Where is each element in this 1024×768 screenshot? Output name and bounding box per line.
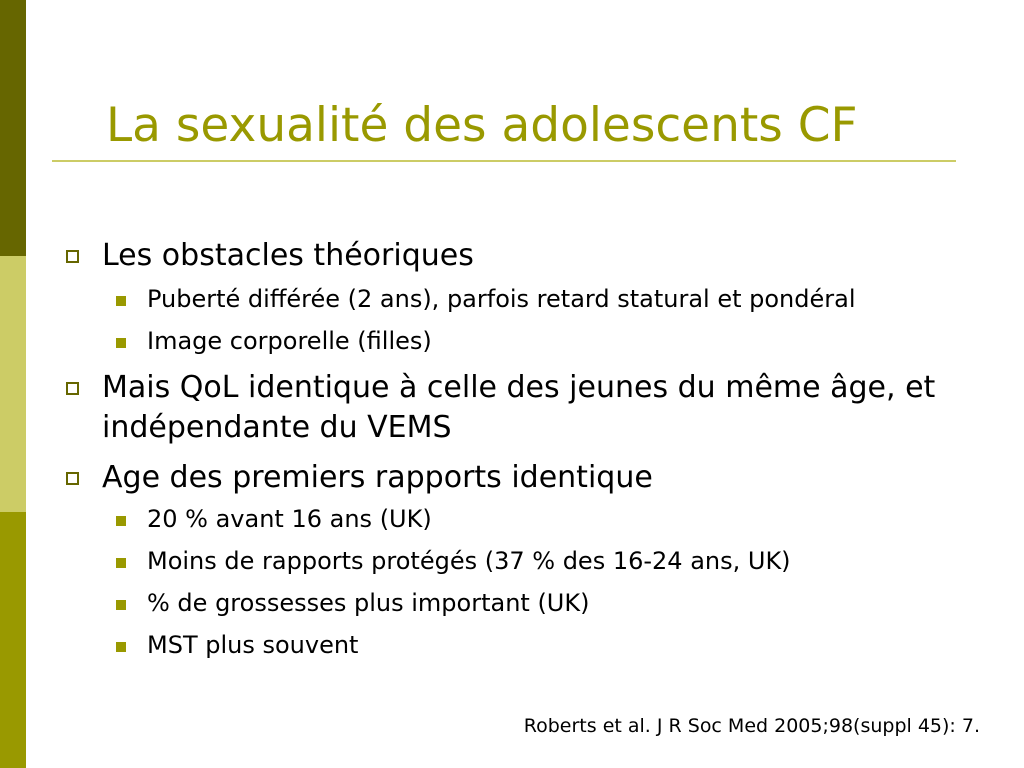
square-bullet-icon [116,516,126,526]
subbullet-puberty [62,282,962,316]
subbullet-before-16 [62,502,962,536]
square-bullet-icon [116,296,126,306]
square-bullet-icon [116,642,126,652]
square-bullet-icon [116,600,126,610]
subbullet-text: MST plus souvent [147,631,359,659]
title-divider [52,160,956,162]
bullet-text: Les obstacles théoriques [102,238,474,273]
subbullet-pregnancies [62,586,962,620]
bullet-qol [62,368,962,448]
subbullet-text: % de grossesses plus important (UK) [147,589,590,617]
citation-reference: Roberts et al. J R Soc Med 2005;98(suppl 45): 7. [523,715,980,737]
hollow-square-bullet-icon [66,382,79,395]
side-bar-middle [0,256,26,512]
subbullet-text: Moins de rapports protégés (37 % des 16-24 ans, UK) [147,547,791,575]
subbullet-sti [62,628,962,662]
bullet-obstacles [62,236,962,276]
subbullet-text: Puberté différée (2 ans), parfois retard statural et pondéral [147,285,856,313]
hollow-square-bullet-icon [66,472,79,485]
bullet-first-intercourse [62,458,962,498]
subbullet-text: Image corporelle (filles) [147,327,432,355]
side-bar-bottom [0,512,26,768]
square-bullet-icon [116,338,126,348]
subbullet-body-image [62,324,962,358]
subbullet-protected [62,544,962,578]
hollow-square-bullet-icon [66,250,79,263]
slide-content [62,236,962,662]
subbullet-text: 20 % avant 16 ans (UK) [147,505,432,533]
side-bar-top [0,0,26,256]
bullet-text: Age des premiers rapports identique [102,460,653,495]
square-bullet-icon [116,558,126,568]
slide-title: La sexualité des adolescents CF [106,98,858,153]
bullet-text: Mais QoL identique à celle des jeunes du même âge, et indépendante du VEMS [102,370,936,445]
